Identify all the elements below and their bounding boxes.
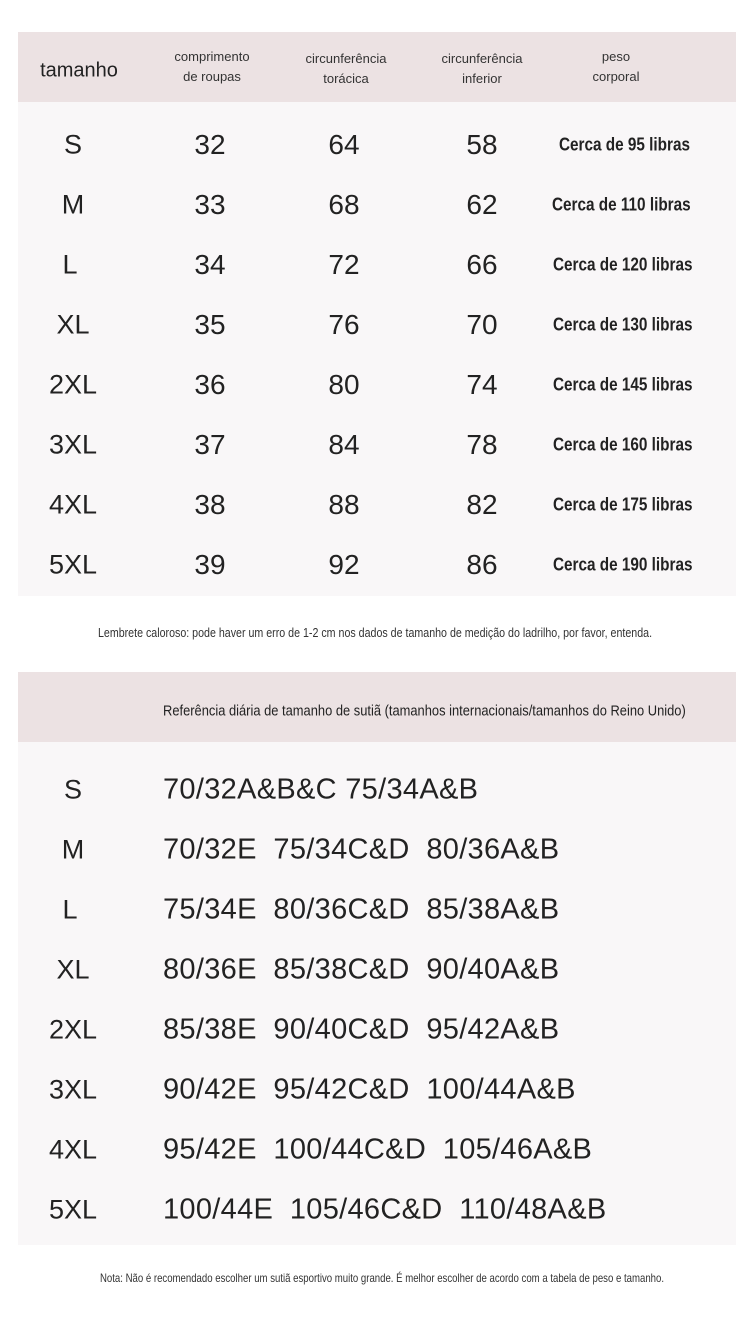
weight-cell: Cerca de 110 libras <box>552 194 691 215</box>
weight-cell: Cerca de 95 libras <box>559 134 690 155</box>
size-row <box>0 115 750 175</box>
size-cell: 5XL <box>48 549 98 580</box>
size-cell: S <box>63 129 83 160</box>
chest-cell: 92 <box>328 549 360 580</box>
header-chest: circunferência torácica <box>305 51 387 86</box>
length-cell: 36 <box>194 369 226 400</box>
lower-cell: 82 <box>466 489 498 520</box>
bra-note: Nota: Não é recomendado escolher um sutiã esportivo muito grande. É melhor escolher de acordo com a tabela de peso e tamanho. <box>99 1271 665 1285</box>
weight-cell: Cerca de 190 libras <box>553 554 693 575</box>
size-cell: 4XL <box>48 489 98 520</box>
lower-cell: 70 <box>466 309 498 340</box>
header-weight: peso corporal <box>592 49 640 84</box>
bra-size-cell: S <box>63 774 83 805</box>
size-cell: 2XL <box>48 369 98 400</box>
bra-row <box>0 940 750 1000</box>
size-row <box>0 175 750 235</box>
bra-value-cell: 70/32A&B&C 75/34A&B <box>163 773 479 806</box>
length-cell: 32 <box>194 129 226 160</box>
bra-value-cell: 70/32E 75/34C&D 80/36A&B <box>163 833 560 866</box>
size-cell: M <box>61 189 85 220</box>
size-cell: 3XL <box>48 429 98 460</box>
weight-cell: Cerca de 160 libras <box>553 434 693 455</box>
bra-value-cell: 80/36E 85/38C&D 90/40A&B <box>163 953 560 986</box>
measurement-note: Lembrete caloroso: pode haver um erro de 1-2 cm nos dados de tamanho de medição do ladrilho, por favor, entenda. <box>97 625 653 640</box>
size-row <box>0 235 750 295</box>
bra-size-cell: M <box>61 834 85 865</box>
bra-row <box>0 1060 750 1120</box>
size-row <box>0 355 750 415</box>
bra-row <box>0 1120 750 1180</box>
bra-size-cell: 4XL <box>48 1134 98 1165</box>
lower-cell: 78 <box>466 429 498 460</box>
length-cell: 39 <box>194 549 226 580</box>
chest-cell: 80 <box>328 369 360 400</box>
bra-value-cell: 75/34E 80/36C&D 85/38A&B <box>163 893 560 926</box>
lower-cell: 62 <box>466 189 498 220</box>
bra-size-cell: L <box>62 894 78 925</box>
bra-value-cell: 85/38E 90/40C&D 95/42A&B <box>163 1013 560 1046</box>
bra-size-cell: 2XL <box>48 1014 98 1045</box>
lower-cell: 58 <box>466 129 498 160</box>
size-cell: XL <box>56 309 90 340</box>
chest-cell: 64 <box>328 129 360 160</box>
weight-cell: Cerca de 145 libras <box>553 374 693 395</box>
bra-size-cell: 5XL <box>48 1194 98 1225</box>
bra-value-cell: 95/42E 100/44C&D 105/46A&B <box>163 1133 593 1166</box>
size-row <box>0 475 750 535</box>
length-cell: 38 <box>194 489 226 520</box>
chest-cell: 68 <box>328 189 360 220</box>
bra-size-cell: 3XL <box>48 1074 98 1105</box>
header-lower: circunferência inferior <box>441 51 523 86</box>
bra-size-cell: XL <box>56 954 90 985</box>
bra-row <box>0 1180 750 1240</box>
weight-cell: Cerca de 120 libras <box>553 254 693 275</box>
bra-row <box>0 820 750 880</box>
length-cell: 33 <box>194 189 226 220</box>
header-size: tamanho <box>40 59 118 82</box>
chest-cell: 84 <box>328 429 360 460</box>
size-cell: L <box>62 249 78 280</box>
lower-cell: 74 <box>466 369 498 400</box>
size-row <box>0 535 750 595</box>
bra-value-cell: 90/42E 95/42C&D 100/44A&B <box>163 1073 576 1106</box>
chest-cell: 72 <box>328 249 360 280</box>
length-cell: 34 <box>194 249 226 280</box>
bra-row <box>0 760 750 820</box>
size-row <box>0 295 750 355</box>
weight-cell: Cerca de 130 libras <box>553 314 693 335</box>
weight-cell: Cerca de 175 libras <box>553 494 693 515</box>
bra-value-cell: 100/44E 105/46C&D 110/48A&B <box>163 1193 607 1226</box>
lower-cell: 86 <box>466 549 498 580</box>
bra-row <box>0 880 750 940</box>
length-cell: 35 <box>194 309 226 340</box>
bra-row <box>0 1000 750 1060</box>
lower-cell: 66 <box>466 249 498 280</box>
bra-table-title: Referência diária de tamanho de sutiã (tamanhos internacionais/tamanhos do Reino Unido) <box>163 702 686 720</box>
chest-cell: 76 <box>328 309 360 340</box>
header-length: comprimento de roupas <box>174 49 250 84</box>
size-row <box>0 415 750 475</box>
chest-cell: 88 <box>328 489 360 520</box>
length-cell: 37 <box>194 429 226 460</box>
